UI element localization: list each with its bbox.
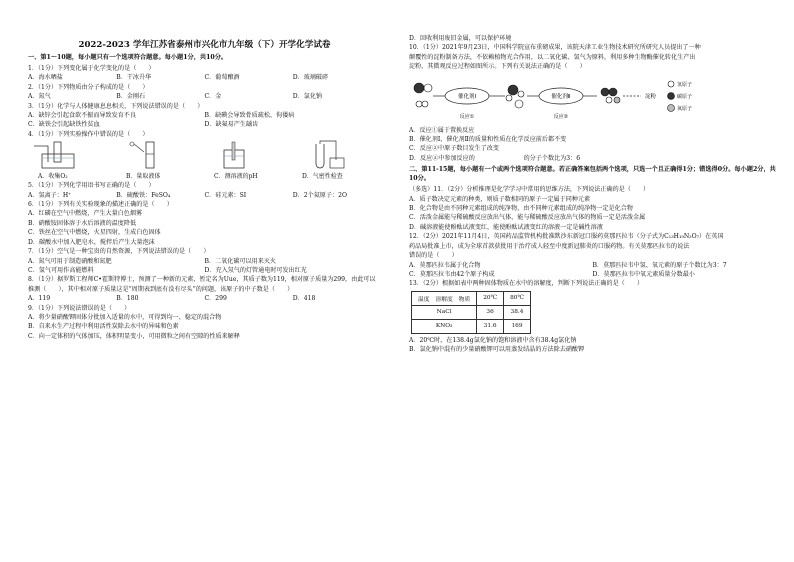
table-cell: NaCl	[412, 305, 477, 319]
q10-stem-line3: 淀粉，其微观反应过程如图所示。下列有关说法正确的是（ ）	[409, 63, 586, 71]
option: C．铁丝在空气中燃烧，火星四射，生成白色固体	[28, 229, 161, 237]
q6-stem: 6．（1分）下列有关实验现象的描述正确的是（ ）	[28, 201, 173, 209]
option: D．2个氦原子：2O	[292, 191, 347, 199]
option: D．玻璃破碎	[292, 74, 329, 82]
option: A．反应①属于置换反应	[409, 126, 475, 134]
option: B．硫酸铁：FeSO₄	[116, 191, 171, 199]
table-header-cell: 温度 溶解度 物质	[412, 291, 477, 305]
option: D．缺氟易产生龋齿	[204, 121, 259, 129]
catalyst-1-label: 催化剂Ⅰ	[457, 93, 477, 100]
catalyst-2-label: 催化剂Ⅱ	[551, 93, 571, 100]
option: C．氢气可用作高能燃料	[28, 266, 94, 274]
option: C．缺铁会引起缺铁性贫血	[28, 121, 100, 129]
option: D．充入氖气的灯管通电时可发出红光	[204, 266, 307, 274]
q7-options-row2	[28, 266, 381, 275]
option: D．氯化钠	[292, 93, 323, 101]
graduated-cylinder-icon	[120, 140, 208, 172]
reaction-process-diagram	[409, 74, 699, 124]
option: C．硅元素：SI	[204, 191, 247, 199]
q8-stem: 8．（1分）据罗斯工程师C•霍斯特博士，预测了一种新的元素，暂定名为Uue，其质子数为119，相对原子质量为299，由此可以推测（ ），其中相对原子质量这是“周期表到底有没有尽头”的问题，该原子的中子数是（ ）	[28, 276, 376, 293]
option: A．缺锌会引起食欲不振而导致发育不良	[28, 112, 136, 120]
legend-carbon: 碳原子	[677, 93, 693, 100]
fig-measure-ph	[208, 140, 296, 180]
option: A．20℃时，在138.4g氯化钠的饱和溶液中含有38.4g氯化钠	[409, 336, 577, 344]
table-cell: 36	[477, 305, 504, 319]
section-1-heading: 一、第1～10题，每小题只有一个选项符合题意。每小题1分，共10分。	[28, 54, 228, 61]
q13-stem: 13．（2分）根据如表中两种固体物质在水中的溶解度，判断下列说法正确的是（ ）	[409, 280, 644, 288]
option: C．299	[204, 295, 227, 303]
option: D．莫那匹拉韦中氧元素质量分数最小	[592, 270, 695, 278]
option: A．氮气可用于制造硝酸和氮肥	[28, 257, 112, 265]
fig-airtight-check	[296, 140, 384, 180]
option: A．119	[28, 295, 51, 303]
table-header-row	[412, 291, 531, 305]
q12-options-row2	[409, 270, 776, 279]
fig-measure-liquid	[120, 140, 208, 180]
q1-options	[28, 73, 381, 82]
option: B．缺碘会导致骨质疏松、佝偻病	[204, 112, 295, 120]
q10-reaction-diagram	[409, 73, 776, 125]
oxygen-atom-icon	[668, 104, 675, 111]
table-row	[412, 319, 531, 333]
option: A．氢离子：H⁺	[28, 191, 72, 199]
starch-label: 淀粉	[645, 93, 657, 100]
legend-hydrogen: 氢原子	[677, 81, 693, 88]
option: B．化合物是由不同种元素组成的纯净物，由不同种元素组成的纯净物一定是化合物	[409, 205, 633, 213]
q10-stem-line2: 颠覆性的淀粉制备方法，不依赖植物光合作用，以二氧化碳、氢气为原料，利用多种生物酶催化转化生产出	[409, 53, 696, 61]
q12-stem-line3: 错误的是（ ）	[409, 252, 458, 260]
table-cell: 38.4	[504, 305, 531, 319]
option: D．碱溶液能使酚酞试液变红，能使酚酞试液变红的溶液一定是碱性溶液	[409, 223, 603, 231]
reaction-1-label: 反应①	[459, 113, 475, 120]
option: B．莫那匹拉韦中氢、氧元素的原子个数比为3：7	[592, 261, 727, 269]
fig-label: A．收集O₂	[38, 173, 68, 181]
option: B．氯化钠中混有的少量硝酸钾可以用蒸发结晶的方法除去硝酸钾	[409, 346, 585, 354]
q9-stem: 9．（1分）下列说法错误的是（ ）	[28, 304, 131, 312]
right-page	[397, 0, 794, 562]
q11-stem: （多选）11．（2分）分析推理是化学学习中常用的思维方法，下列说法正确的是（ ）	[409, 186, 650, 194]
option: B．催化剂Ⅰ、催化剂Ⅱ的质量和性质在化学反应前后都不变	[409, 136, 567, 144]
option: B．硝酸铵固体溶于水后溶液的温度降低	[28, 219, 137, 227]
q3-options-row1	[28, 111, 381, 120]
hydrogen-atom-icon	[668, 81, 674, 87]
beaker-ph-icon	[208, 140, 296, 172]
option: C．莫那匹拉韦由42个原子构成	[409, 270, 495, 278]
q4-stem: 4．（1分）下列实验操作中错误的是（ ）	[28, 130, 149, 138]
option: A．红磷在空气中燃烧，产生大量白色烟雾	[28, 210, 143, 218]
reaction-2-label: 反应②	[553, 113, 569, 120]
q2-stem: 2．（1分）下列物质由分子构成的是（ ）	[28, 83, 149, 91]
carbon-atom-icon	[668, 92, 675, 99]
q7-options-row1	[28, 257, 381, 266]
option: D．碳酸水中加入肥皂水，搅拌后产生大量泡沫	[28, 238, 155, 246]
option: B．自来水生产过程中利用活性炭除去水中的异味和色素	[28, 323, 179, 331]
fig-label: B．量取液体	[126, 173, 161, 181]
option: A．海水晒盐	[28, 74, 63, 82]
q5-stem: 5．（1分）下列化学用语书写正确的是（ ）	[28, 182, 155, 190]
gas-collection-apparatus-icon	[32, 140, 120, 172]
option: A．将少量硝酸钾固体分批加入适量的水中，可得到均一、稳定的混合物	[28, 313, 222, 321]
legend-oxygen: 氧原子	[677, 105, 693, 112]
table-cell: 31.6	[477, 319, 504, 333]
exam-title: 2022-2023 学年江苏省泰州市兴化市九年级（下）开学化学试卷	[78, 40, 331, 50]
option: D．418	[292, 295, 316, 303]
section-2-heading: 二、第11-15题，每小题有一个或两个选项符合题意。若正确答案包括两个选项，只选一个且正确得1分；错选得0分。每小题2分，共10分。	[409, 166, 776, 183]
table-row	[412, 305, 531, 319]
fig-label: D．气密性检查	[302, 173, 343, 181]
fig-label: C．测溶液的pH	[214, 173, 258, 181]
q3-stem: 3．（1分）化学与人体健康息息相关，下列说法错误的是（ ）	[28, 102, 204, 110]
option: C．向一定体积的气体加压，体积明显变小，可用微粒之间有空隙的性质来解释	[28, 332, 240, 340]
table-cell: 169	[504, 319, 531, 333]
option: B．干冰升华	[116, 74, 152, 82]
option: B．金刚石	[116, 93, 146, 101]
option: C．葡萄酿酒	[204, 74, 240, 82]
table-cell: KNO₃	[412, 319, 477, 333]
table-header-cell: 20℃	[477, 291, 504, 305]
q4-figures	[32, 140, 381, 180]
option: C．反应②中原子数目发生了改变	[409, 145, 499, 153]
q12-stem-line1: 12．（2分）2021年11月4日，英国药品监管机构批准默沙东新冠口服药莫那匹拉韦（分子式为C₁₃H₁₉N₃O₇）在英国	[409, 233, 724, 241]
option: B．180	[116, 295, 139, 303]
q7-stem: 7．（1分）空气是一种宝贵的自然资源，下列说法错误的是（ ）	[28, 248, 210, 256]
test-tube-icon	[296, 140, 384, 172]
option: D．反应②中参加反应的 的分子个数比为3：6	[409, 154, 581, 162]
table-header-cell: 80℃	[504, 291, 531, 305]
option: C．金	[204, 93, 222, 101]
option: A．莫那匹拉韦属于化合物	[409, 261, 481, 269]
q10-stem-line1: 10．（1分）2021年9月23日，中国科学院宣布重磅成果，该院天津工业生物技术研究所研究人员提出了一种	[409, 44, 701, 52]
q12-options-row1	[409, 261, 776, 270]
q1-stem: 1．（1分）下列变化属于化学变化的是（ ）	[28, 65, 155, 72]
option: A．氮气	[28, 93, 51, 101]
option: C．活泼金属能与稀硫酸反应放出气体，能与稀硫酸反应放出气体的物质一定是活泼金属	[409, 214, 646, 222]
option: A．质子数决定元素的种类，则质子数相同的原子一定属于同种元素	[409, 195, 591, 203]
q12-stem-line2: 药品局批准上市，成为全球首款获批用于治疗成人轻至中度新冠肺炎的口服药物。有关莫那匹拉韦的说法	[409, 242, 690, 250]
q9-option-d: D．回收利用废旧金属，可以保护环境	[409, 35, 512, 42]
q8-options	[28, 294, 381, 303]
q3-options-row2	[28, 120, 381, 129]
q2-options	[28, 92, 381, 101]
q5-options	[28, 191, 381, 200]
fig-collect-o2	[32, 140, 120, 180]
option: B．二氧化碳可以用来灭火	[204, 257, 277, 265]
solubility-table	[411, 291, 531, 334]
